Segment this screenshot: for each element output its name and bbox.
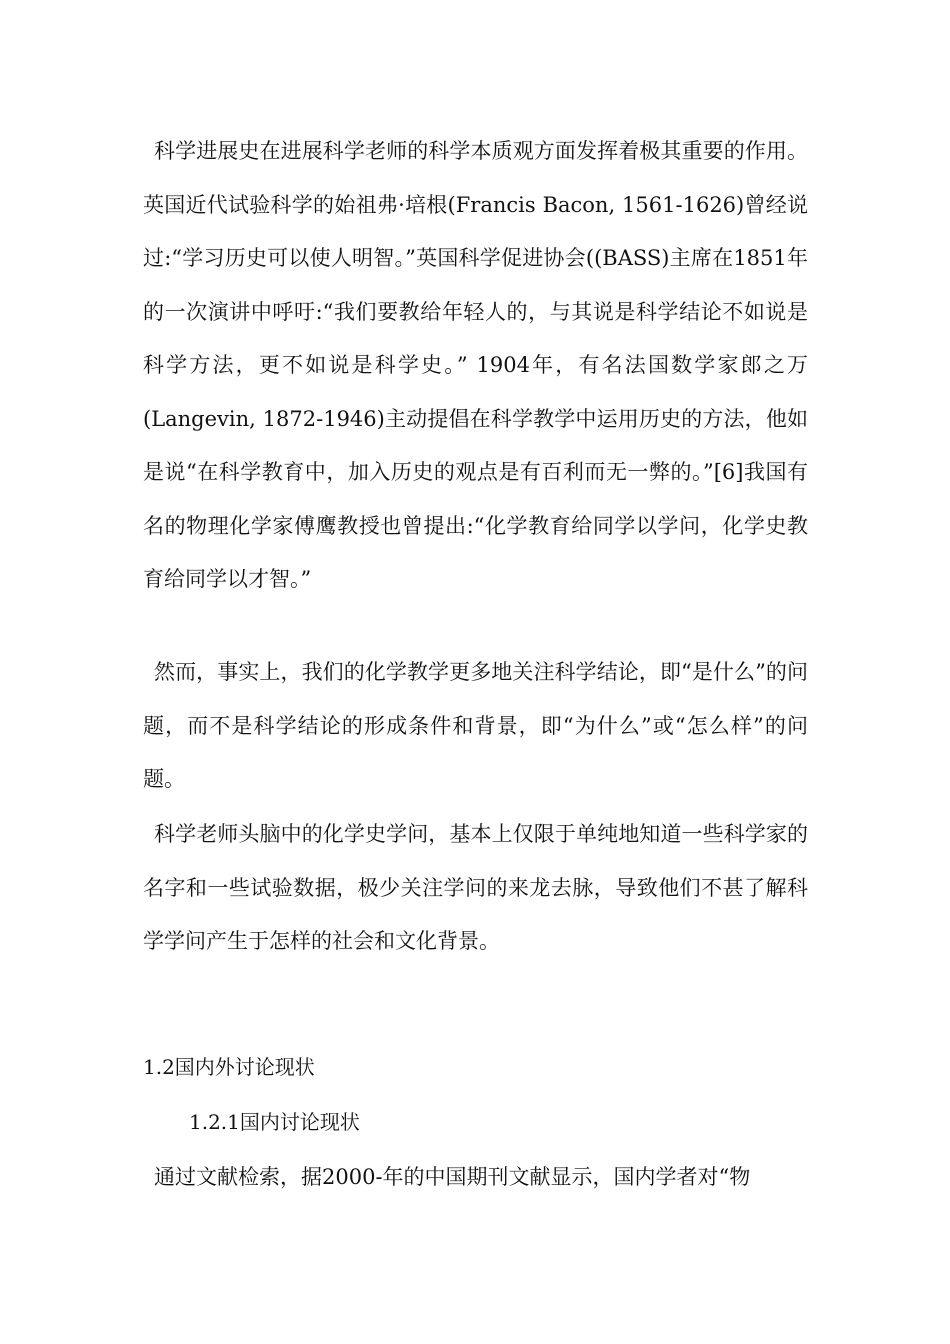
section-heading: 1.2国内外讨论现状 [143,1055,315,1079]
body-paragraph: 然而，事实上，我们的化学教学更多地关注科学结论，即“是什么”的问题，而不是科学结论的形成条件和背景，即“为什么”或“怎么样”的问题。 [143,660,808,791]
subsection-heading: 1.2.1国内讨论现状 [189,1110,360,1134]
body-paragraph: 科学进展史在进展科学老师的科学本质观方面发挥着极其重要的作用。英国近代试验科学的始祖弗·培根(Francis Bacon, 1561-1626)曾经说过:“学习历史可以使人明智。”英国科学促进协会((BASS)主席在1851年的一次演讲中呼吁:“我们要教给年轻人的，与其说是科学结论不如说是科学方法，更不如说是科学史。” 1904年，有名法国数学家郎之万(Langevin, 1872-1946)主动提倡在科学教学中运用历史的方法，他如是说“在科学教育中，加入历史的观点是有百利而无一弊的。”[6]我国有名的物理化学家傅鹰教授也曾提出:“化学教育给同学以学问，化学史教育给同学以才智。” [143,139,808,591]
body-paragraph: 通过文献检索，据2000-年的中国期刊文献显示，国内学者对“物 [154,1165,751,1189]
body-paragraph: 科学老师头脑中的化学史学问，基本上仅限于单纯地知道一些科学家的名字和一些试验数据，极少关注学问的来龙去脉，导致他们不甚了解科学学问产生于怎样的社会和文化背景。 [143,822,808,953]
